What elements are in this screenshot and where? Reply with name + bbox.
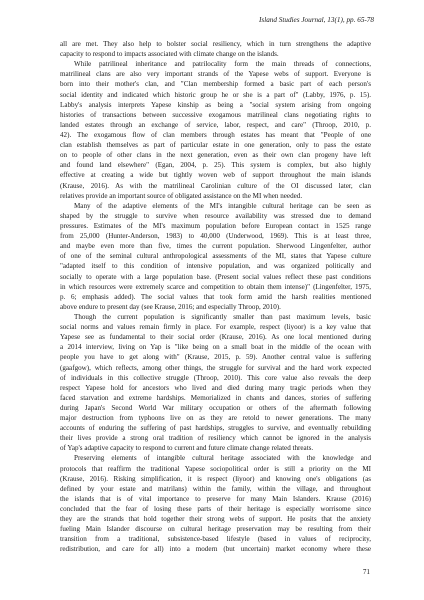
text-line: and maybe even more than five, times the current population. Sherwood Lingenfelter, author bbox=[60, 242, 371, 251]
text-line: 42). The exogamous flow of clan members through estates has meant that "People of one bbox=[60, 130, 371, 139]
text-line: (gaafgow), which reflects, among other things, the struggle for survival and the hard work expected bbox=[60, 363, 371, 372]
text-line: in which resources were extremely scarce and competition to obtain them intense)" (Lingenfelter, 1975, bbox=[60, 282, 371, 291]
text-line: effective at creating a wide but tightly woven web of support throughout the main islands bbox=[60, 171, 371, 180]
paragraph bbox=[60, 312, 371, 454]
text-line: of individuals in this collective struggle (Throop, 2010). This core value also reveals the deep bbox=[60, 373, 371, 382]
text-line: fueling Main Islander discourse on cultural heritage preservation may be resulting from their bbox=[60, 525, 371, 534]
text-line: on to people of other clans in the next generation, even as their own clan progeny have left bbox=[60, 151, 371, 160]
text-line: Labby's analysis interprets Yapese kinship as being a "social system arising from ongoing bbox=[60, 100, 371, 109]
text-line: Preserving elements of intangible cultural heritage associated with the knowledge and bbox=[74, 454, 371, 463]
text-line: histories of transactions between successive exogamous matrilineal clans negotiating rights to bbox=[60, 110, 371, 119]
text-line: their lives provide a strong oral tradition of resiliency which cannot be ignored in the analysis bbox=[60, 434, 371, 443]
text-line: of Yap's adaptive capacity to respond to current and future climate change related threats. bbox=[60, 444, 314, 453]
paragraph bbox=[60, 59, 371, 201]
text-line: matrilineal clans are also very important strands of the Yapese webs of support. Everyone is bbox=[60, 70, 371, 79]
text-line: of one of the seminal cultural anthropological assessments of the MI, states that Yapese culture bbox=[60, 252, 371, 261]
text-line: pressures. Estimates of the MI's maximum population before European contact in 1525 range bbox=[60, 221, 371, 230]
text-line: major destruction from typhoons live on as they are retold to newer generations. The many bbox=[60, 414, 371, 423]
running-header: Island Studies Journal, 13(1), pp. 65-78 bbox=[259, 16, 374, 24]
text-line: shaped by the struggle to survive when resource availability was stressed due to demand bbox=[60, 211, 371, 220]
text-line: and found land elsewhere" (Egan, 2004, p. 25). This system is complex, but also highly bbox=[60, 161, 371, 170]
text-line: capacity to respond to impacts associated with climate change on the islands. bbox=[60, 50, 279, 59]
text-line: social norms and values remain firmly in place. For example, respect (liyoor) is a key value that bbox=[60, 323, 371, 332]
text-line: people you have to get along with" (Krause, 2015, p. 59). Another central value is suffering bbox=[60, 353, 371, 362]
text-line: "adapted itself to this condition of intensive population, and was organized politically and bbox=[60, 262, 371, 271]
text-line: (Krause, 2016). As with the matrilineal Carolinian culture of the OI discussed later, clan bbox=[60, 181, 371, 190]
text-line: (Krause, 2016). Risking simplification, it is respect (liyoor) and knowing one's obligations (as bbox=[60, 474, 371, 483]
text-line: defined by your estate and matrilans) within the family, within the village, and throughout bbox=[60, 484, 371, 493]
text-line: relatives provide an important source of obligated assistance on the MI when needed. bbox=[60, 191, 303, 200]
text-line: social identity and indicated which historic group he or she is a part of" (Labby, 1976, p. 15). bbox=[60, 90, 371, 99]
text-line: accounts of enduring the suffering of past hardships, struggles to survive, and eventually rebuilding bbox=[60, 424, 371, 433]
paragraph bbox=[60, 453, 371, 554]
text-line: p. 6; emphasis added). The social values that took form amid the harsh realities mentioned bbox=[60, 292, 371, 301]
text-line: all are met. They also help to bolster social resiliency, which in turn strengthens the adaptive bbox=[60, 40, 371, 48]
text-line: respect Yapese hold for ancestors who lived and died during many tragic periods when they bbox=[60, 383, 371, 392]
text-line: While patrilineal inheritance and patrilocality form the main threads of connections, bbox=[74, 60, 371, 69]
text-line: a 2014 interview, living on Yap is "like being on a small boat in the middle of the ocean with bbox=[60, 343, 371, 352]
text-line: from 25,000 (Hunter-Anderson, 1983) to 40,000 (Underwood, 1969). This is at least three, bbox=[60, 232, 371, 241]
text-line: clan establish themselves as part of particular estate in one generation, only to pass the estate bbox=[60, 141, 371, 150]
text-line: socially to operate with a large population base. (Present social values reflect these past conditions bbox=[60, 272, 371, 281]
text-line: above endure to present day (see Krause, 2016; and especially Throop, 2010). bbox=[60, 302, 281, 311]
text-line: Though the current population is significantly smaller than past maximum levels, basic bbox=[74, 312, 371, 321]
text-line: transition from a traditional, subsistence-based lifestyle (based in values of reciprocity, bbox=[60, 535, 371, 544]
paragraph bbox=[60, 39, 371, 59]
text-line: they are the strands that hold together their strong webs of support. He posits that the anxiety bbox=[60, 515, 371, 524]
text-line: born into their mother's clan, and "Clan membership formed a basic part of each person's bbox=[60, 80, 371, 89]
text-line: the islands that is of vital importance to preserve for many Main Islanders. Krause (2016) bbox=[60, 494, 371, 503]
text-line: concluded that the fear of losing these parts of their heritage is especially worrisome since bbox=[60, 505, 371, 514]
text-line: landed estates through an exchange of service, labor, respect, and care" (Throop, 2010, p. bbox=[60, 120, 371, 129]
text-line: faced starvation and extreme hardships. Memorialized in chants and dances, stories of suffering bbox=[60, 393, 371, 402]
paragraph bbox=[60, 201, 371, 312]
text-line: Many of the adaptive elements of the MI's intangible cultural heritage can be seen as bbox=[74, 201, 371, 210]
text-line: during Japan's Second World War military occupation or others of the aftermath following bbox=[60, 403, 371, 412]
text-line: protocols that reaffirm the traditional Yapese sociopolitical order is still a priority on the MI bbox=[60, 464, 371, 473]
article-body bbox=[60, 39, 371, 555]
text-line: Yapese see as fundamental to their social order (Krause, 2016). As one local mentioned during bbox=[60, 333, 371, 342]
page-number: 71 bbox=[362, 568, 370, 576]
text-line: redistribution, and care for all) into a modern (but uncertain) market economy where these bbox=[60, 545, 371, 554]
